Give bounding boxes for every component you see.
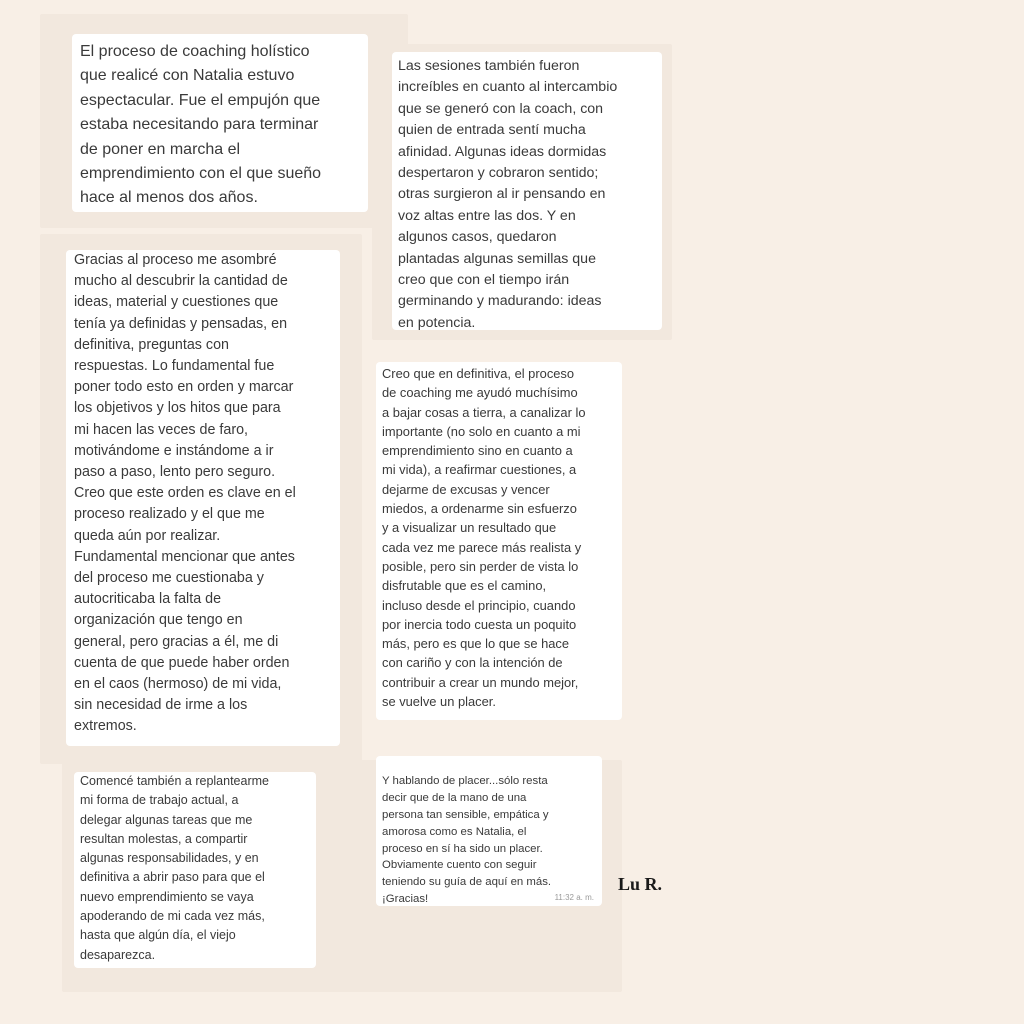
testimonial-message-6 xyxy=(376,756,602,906)
message-timestamp: 11:32 a. m. xyxy=(554,893,594,902)
testimonial-message-4: Creo que en definitiva, el proceso de coaching me ayudó muchísimo a bajar cosas a tierra, a canalizar lo importante (no solo en cuanto a mi emprendimiento sino en cuanto a mi vida), a reafirmar cuestiones, a dejarme de excusas y vencer miedos, a ordenarme sin esfuerzo y a visualizar un resultado que cada vez me parece más realista y posible, pero sin perder de vista lo disfrutable que es el camino, incluso desde el principio, cuando por inercia todo cuesta un poquito más, pero es que lo que se hace con cariño y con la intención de contribuir a crear un mundo mejor, se vuelve un placer. xyxy=(376,362,622,720)
testimonial-message-1: El proceso de coaching holístico que realicé con Natalia estuvo espectacular. Fue el empujón que estaba necesitando para terminar de poner en marcha el emprendimiento con el que sueño hace al menos dos años. xyxy=(72,34,368,212)
author-signature: Lu R. xyxy=(618,874,663,894)
testimonial-message-3: Gracias al proceso me asombré mucho al descubrir la cantidad de ideas, material y cuestiones que tenía ya definidas y pensadas, en definitiva, preguntas con respuestas. Lo fundamental fue poner todo esto en orden y marcar los objetivos y los hitos que para mi hacen las veces de faro, motivándome e instándome a ir paso a paso, lento pero seguro. Creo que este orden es clave en el proceso realizado y el que me queda aún por realizar. Fundamental mencionar que antes del proceso me cuestionaba y autocriticaba la falta de organización que tengo en general, pero gracias a él, me di cuenta de que puede haber orden en el caos (hermoso) de mi vida, sin necesidad de irme a los extremos. xyxy=(66,250,340,746)
testimonial-message-2: Las sesiones también fueron increíbles en cuanto al intercambio que se generó con la coach, con quien de entrada sentí mucha afinidad. Algunas ideas dormidas despertaron y cobraron sentido; otras surgieron al ir pensando en voz altas entre las dos. Y en algunos casos, quedaron plantadas algunas semillas que creo que con el tiempo irán germinando y madurando: ideas en potencia. xyxy=(392,52,662,330)
testimonial-message-5: Comencé también a replantearme mi forma de trabajo actual, a delegar algunas tareas que me resultan molestas, a compartir algunas responsabilidades, y en definitiva a abrir paso para que el nuevo emprendimiento se vaya apoderando de mi cada vez más, hasta que algún día, el viejo desaparezca. xyxy=(74,772,316,968)
message-text: Y hablando de placer...sólo resta decir que de la mano de una persona tan sensible, empática y amorosa como es Natalia, el proceso en sí ha sido un placer. Obviamente cuento con seguir teniendo su guía de aquí en más. ¡Gracias! xyxy=(382,774,552,906)
